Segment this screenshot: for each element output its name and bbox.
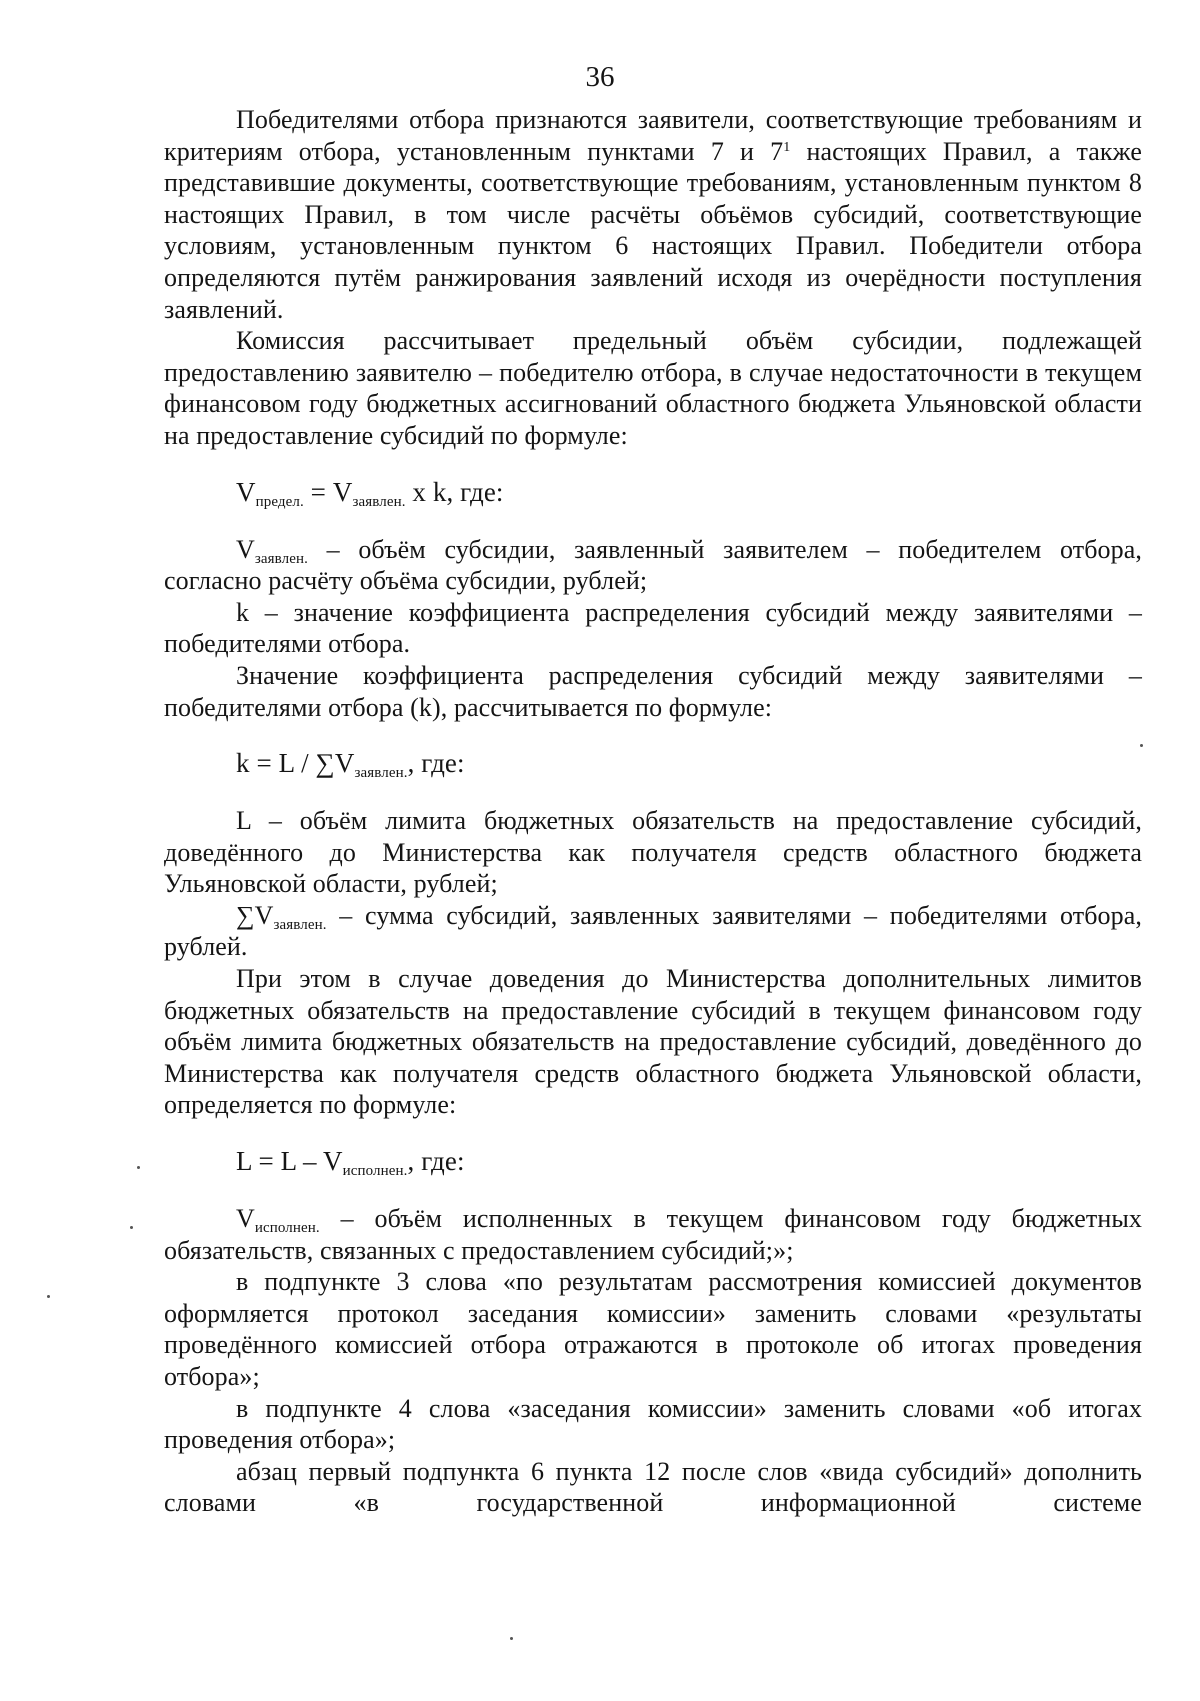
paragraph-sum-definition-text: – сумма субсидий, заявленных заявителями – победителями отбора, рублей.: [164, 900, 1142, 962]
paragraph-subpoint-4: в подпункте 4 слова «заседания комиссии» заменить словами «об итогах проведения отбора»;: [164, 1393, 1142, 1455]
paragraph-k-definition: k – значение коэффициента распределения субсидий между заявителями – победителями отбора.: [164, 597, 1142, 659]
formula-limit-subsidy: [164, 476, 1142, 508]
symbol-sum-subscript: заявлен.: [273, 916, 327, 933]
paragraph-winners: [164, 104, 1142, 325]
formula-l-subscript: исполнен.: [342, 1163, 408, 1180]
paragraph-v-executed-definition: [164, 1203, 1142, 1266]
formula-k-tail: , где:: [407, 748, 465, 779]
formula-tail: x k, где:: [405, 476, 504, 507]
symbol-v-exec: V: [236, 1204, 255, 1234]
scan-speck: [1140, 744, 1143, 747]
scan-speck: [47, 1295, 50, 1298]
symbol-exec-subscript: исполнен.: [254, 1220, 320, 1237]
paragraph-subpoint-6: абзац первый подпункта 6 пункта 12 после слов «вида субсидий» дополнить словами «в государственной информационной системе: [164, 1456, 1142, 1518]
paragraph-winners-part-a: Победителями отбора признаются заявители, соответствующие требованиям и критериям отбора, установленным пунктами 7 и 7: [164, 105, 1142, 166]
symbol-sum-v-zayavlen: [236, 900, 327, 933]
paragraph-v-definition: [164, 534, 1142, 597]
symbol-v: V: [236, 534, 255, 564]
symbol-sum-v: ∑V: [236, 900, 274, 930]
paragraph-winners-part-b: настоящих Правил, а также представившие документы, соответствующие требованиям, установленным пунктом 8 настоящих Правил, в том числе расчёты объёмов субсидий, соответствующие условиям, установленным пунктом 6 настоящих Правил. Победители отбора определяются путём ранжирования заявлений исходя из очерёдности поступления заявлений.: [164, 136, 1142, 324]
formula-limit-recalc: [164, 1145, 1142, 1180]
formula-subscript-predel: предел.: [255, 493, 304, 510]
paragraph-subpoint-3: в подпункте 3 слова «по результатам рассмотрения комиссией документов оформляется протокол заседания комиссии» заменить словами «результаты проведённого комиссией отбора отражаются в протоколе об итогах проведения отбора»;: [164, 1267, 1142, 1391]
document-body: [164, 104, 1142, 1519]
symbol-v-ispolnen: [236, 1204, 320, 1237]
page-number: 36: [585, 61, 615, 93]
formula-l-tail: , где:: [407, 1146, 465, 1177]
formula-k-head: k = L / ∑V: [236, 748, 355, 779]
paragraph-k-formula-intro: Значение коэффициента распределения субсидий между заявителями – победителями отбора (k), рассчитывается по формуле:: [164, 660, 1142, 722]
paragraph-sum-definition: [164, 900, 1142, 963]
formula-equals-v: = V: [303, 476, 353, 507]
paragraph-v-executed-text: – объём исполненных в текущем финансовом году бюджетных обязательств, связанных с предоставлением субсидий;»;: [164, 1204, 1142, 1265]
formula-subscript-zayavlen: заявлен.: [352, 493, 406, 510]
symbol-v-zayavlen: [236, 534, 308, 567]
scan-speck: [510, 1637, 513, 1640]
formula-l-head: L = L – V: [236, 1146, 343, 1177]
scan-speck: [137, 1166, 140, 1169]
formula-k-subscript: заявлен.: [354, 765, 408, 782]
paragraph-additional-limits: При этом в случае доведения до Министерства дополнительных лимитов бюджетных обязательств на предоставление субсидий в текущем финансовом году объём лимита бюджетных обязательств на предоставление субсидий, доведённого до Министерства как получателя средств областного бюджета Ульяновской области, определяется по формуле:: [164, 964, 1142, 1120]
scan-speck: [130, 1226, 133, 1229]
paragraph-l-definition: L – объём лимита бюджетных обязательств на предоставление субсидий, доведённого до Министерства как получателя средств областного бюджета Ульяновской области, рублей;: [164, 806, 1142, 899]
formula-coefficient: [164, 747, 1142, 782]
superscript-one: 1: [783, 139, 791, 155]
formula-symbol-v: V: [236, 476, 256, 507]
paragraph-v-definition-text: – объём субсидии, заявленный заявителем – победителем отбора, согласно расчёту объёма субсидии, рублей;: [164, 534, 1142, 596]
symbol-subscript: заявлен.: [254, 550, 308, 567]
paragraph-commission: Комиссия рассчитывает предельный объём субсидии, подлежащей предоставлению заявителю – победителю отбора, в случае недостаточности в текущем финансовом году бюджетных ассигнований областного бюджета Ульяновской области на предоставление субсидий по формуле:: [164, 326, 1142, 450]
